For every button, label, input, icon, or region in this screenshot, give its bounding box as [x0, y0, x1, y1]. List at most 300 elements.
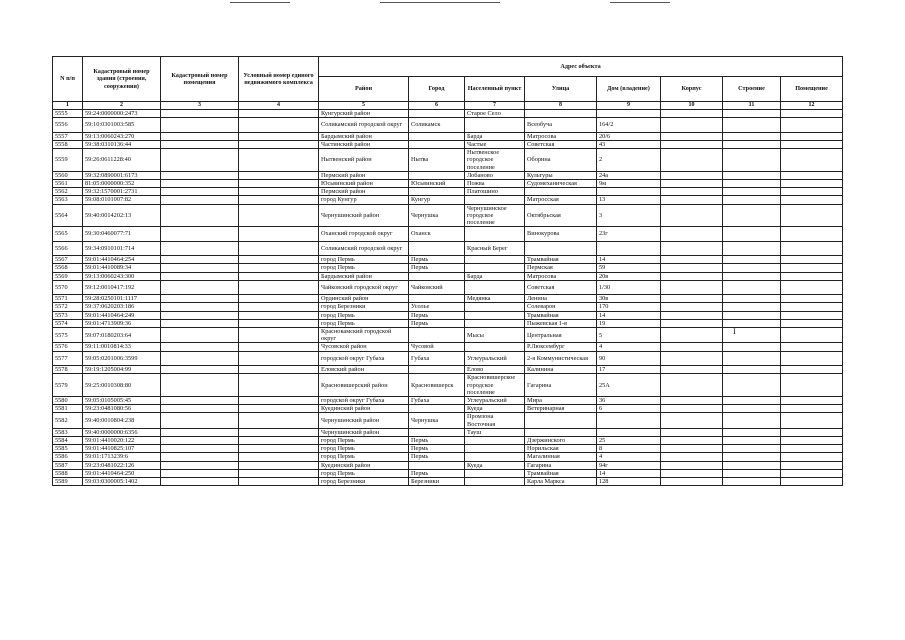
cell-conditional-number — [239, 343, 319, 351]
cell-cadastral-building: 59:32:1570001:2731 — [83, 188, 161, 196]
table-row — [53, 303, 843, 311]
cell-number: 5588 — [53, 469, 83, 477]
cell-cadastral-building: 81:05:0000000:352 — [83, 179, 161, 187]
cell-cadastral-room — [161, 328, 239, 343]
cell-pomeshchenie — [781, 366, 843, 374]
cell-stroenie — [723, 328, 781, 343]
table-row — [53, 428, 843, 436]
cell-locality: Углеуральский — [465, 351, 525, 366]
cell-korpus — [661, 461, 723, 469]
cell-street: Трамвайная — [525, 311, 597, 319]
cell-house: 20в — [597, 272, 661, 280]
cell-cadastral-room — [161, 461, 239, 469]
stray-mark: I — [733, 327, 736, 336]
cell-cadastral-room — [161, 343, 239, 351]
cell-pomeshchenie — [781, 227, 843, 242]
cell-cadastral-building: 59:13:0060243:300 — [83, 272, 161, 280]
cell-conditional-number — [239, 149, 319, 172]
cell-conditional-number — [239, 328, 319, 343]
cell-pomeshchenie — [781, 179, 843, 187]
cell-cadastral-building: 59:38:0310136:44 — [83, 140, 161, 148]
cell-stroenie — [723, 118, 781, 133]
table-row — [53, 118, 843, 133]
cell-pomeshchenie — [781, 453, 843, 461]
cell-city — [409, 366, 465, 374]
cell-stroenie — [723, 396, 781, 404]
cell-house: 36 — [597, 396, 661, 404]
cell-street: Калинина — [525, 366, 597, 374]
cell-city — [409, 295, 465, 303]
cell-cadastral-room — [161, 241, 239, 256]
cell-cadastral-building: 59:01:4713909:36 — [83, 319, 161, 327]
table-body — [53, 110, 843, 486]
cell-cadastral-building: 59:30:0460077:71 — [83, 227, 161, 242]
cell-cadastral-room — [161, 428, 239, 436]
cell-street: Пермская — [525, 264, 597, 272]
cell-locality: Старое Село — [465, 110, 525, 118]
cell-house: 8 — [597, 445, 661, 453]
cell-conditional-number — [239, 295, 319, 303]
cell-korpus — [661, 227, 723, 242]
cell-cadastral-building: 59:08:0101007:82 — [83, 196, 161, 204]
cell-street: Магалинная — [525, 453, 597, 461]
cell-cadastral-room — [161, 140, 239, 148]
cell-korpus — [661, 179, 723, 187]
cell-city: Чусовой — [409, 343, 465, 351]
cell-korpus — [661, 303, 723, 311]
cell-street: Центральная — [525, 328, 597, 343]
cell-cadastral-room — [161, 374, 239, 397]
cell-pomeshchenie — [781, 413, 843, 428]
cell-pomeshchenie — [781, 196, 843, 204]
cell-number: 5574 — [53, 319, 83, 327]
cell-city — [409, 428, 465, 436]
cell-locality: Куеда — [465, 405, 525, 413]
cell-korpus — [661, 328, 723, 343]
cell-locality: Лобаново — [465, 171, 525, 179]
cell-house: 43 — [597, 140, 661, 148]
cell-cadastral-building: 59:01:4410464:249 — [83, 311, 161, 319]
cell-conditional-number — [239, 204, 319, 227]
cell-number: 5572 — [53, 303, 83, 311]
cell-cadastral-room — [161, 469, 239, 477]
cell-locality: Барда — [465, 272, 525, 280]
cell-pomeshchenie — [781, 272, 843, 280]
header-address: Адрес объекта — [319, 57, 843, 77]
cell-city — [409, 171, 465, 179]
header-cad-building: Кадастровый номер здания (строения, сооружения) — [83, 57, 161, 102]
table-row — [53, 280, 843, 295]
cell-number: 5570 — [53, 280, 83, 295]
cell-city: Пермь — [409, 319, 465, 327]
cell-pomeshchenie — [781, 140, 843, 148]
cell-house: 4 — [597, 343, 661, 351]
scan-top-line-1 — [230, 2, 290, 3]
cell-street: Пыжевская 1-я — [525, 319, 597, 327]
cell-cadastral-building: 59:01:4410020:122 — [83, 437, 161, 445]
header-city: Город — [409, 77, 465, 102]
cell-district: Бардымский район — [319, 272, 409, 280]
column-number: 11 — [723, 102, 781, 110]
cell-city: Чайковский — [409, 280, 465, 295]
cell-house — [597, 241, 661, 256]
cell-conditional-number — [239, 110, 319, 118]
cell-korpus — [661, 264, 723, 272]
column-number: 1 — [53, 102, 83, 110]
cell-stroenie — [723, 453, 781, 461]
cell-korpus — [661, 366, 723, 374]
cell-number: 5557 — [53, 132, 83, 140]
cell-stroenie — [723, 227, 781, 242]
cell-korpus — [661, 343, 723, 351]
cell-conditional-number — [239, 132, 319, 140]
header-n: N п/п — [53, 57, 83, 102]
cell-number: 5587 — [53, 461, 83, 469]
cell-district: городской округ Губаха — [319, 351, 409, 366]
cell-pomeshchenie — [781, 478, 843, 486]
cell-korpus — [661, 295, 723, 303]
cell-district: город Пермь — [319, 445, 409, 453]
cell-house: 9м — [597, 179, 661, 187]
cell-stroenie — [723, 413, 781, 428]
table-row — [53, 204, 843, 227]
cell-korpus — [661, 110, 723, 118]
cell-locality — [465, 280, 525, 295]
cell-street: Дзержинского — [525, 437, 597, 445]
cell-conditional-number — [239, 280, 319, 295]
cell-pomeshchenie — [781, 319, 843, 327]
cell-stroenie — [723, 366, 781, 374]
cell-number: 5565 — [53, 227, 83, 242]
cell-district: Куединский район — [319, 405, 409, 413]
header-korpus: Корпус — [661, 77, 723, 102]
table-row — [53, 478, 843, 486]
cell-pomeshchenie — [781, 303, 843, 311]
cell-conditional-number — [239, 374, 319, 397]
cell-conditional-number — [239, 405, 319, 413]
cell-cadastral-building: 59:12:0010417:192 — [83, 280, 161, 295]
header-house: Дом (владение) — [597, 77, 661, 102]
cell-korpus — [661, 140, 723, 148]
cell-stroenie — [723, 149, 781, 172]
cell-house: 19 — [597, 319, 661, 327]
cell-street: Гагарина — [525, 461, 597, 469]
table-row — [53, 295, 843, 303]
cell-locality — [465, 303, 525, 311]
cell-locality: Красновишерское городское поселение — [465, 374, 525, 397]
cell-street: Ветеринарная — [525, 405, 597, 413]
column-number: 2 — [83, 102, 161, 110]
cell-district: Соликамский городской округ — [319, 241, 409, 256]
cell-stroenie — [723, 374, 781, 397]
cell-pomeshchenie — [781, 256, 843, 264]
cell-number: 5578 — [53, 366, 83, 374]
table-row — [53, 140, 843, 148]
cell-conditional-number — [239, 428, 319, 436]
cell-number: 5576 — [53, 343, 83, 351]
cell-cadastral-room — [161, 311, 239, 319]
cell-locality: Пожва — [465, 179, 525, 187]
cell-stroenie — [723, 405, 781, 413]
cell-cadastral-room — [161, 413, 239, 428]
cell-pomeshchenie — [781, 171, 843, 179]
cell-cadastral-room — [161, 264, 239, 272]
table-row — [53, 366, 843, 374]
column-number: 3 — [161, 102, 239, 110]
cell-cadastral-building: 59:23:0481080:56 — [83, 405, 161, 413]
cell-house: 4 — [597, 453, 661, 461]
cell-cadastral-building: 59:03:0300005:1402 — [83, 478, 161, 486]
cell-cadastral-building: 59:01:4410825:107 — [83, 445, 161, 453]
cell-district: Краснокамский городской округ — [319, 328, 409, 343]
cell-number: 5560 — [53, 171, 83, 179]
cell-city — [409, 272, 465, 280]
header-cond-number: Условный номер единого недвижимого комплекса — [239, 57, 319, 102]
cell-number: 5575 — [53, 328, 83, 343]
cell-house: 14 — [597, 469, 661, 477]
cell-pomeshchenie — [781, 118, 843, 133]
cell-street: Гагарина — [525, 374, 597, 397]
cell-cadastral-building: 59:05:0105005:45 — [83, 396, 161, 404]
cell-number: 5585 — [53, 445, 83, 453]
cell-number: 5555 — [53, 110, 83, 118]
cell-number: 5564 — [53, 204, 83, 227]
table-row — [53, 196, 843, 204]
cell-pomeshchenie — [781, 188, 843, 196]
cell-district: город Пермь — [319, 453, 409, 461]
cell-number: 5581 — [53, 405, 83, 413]
cell-house — [597, 413, 661, 428]
cell-number: 5559 — [53, 149, 83, 172]
cell-pomeshchenie — [781, 428, 843, 436]
cell-pomeshchenie — [781, 405, 843, 413]
cell-cadastral-room — [161, 280, 239, 295]
cell-city: Красновишерск — [409, 374, 465, 397]
cell-cadastral-room — [161, 256, 239, 264]
cell-conditional-number — [239, 196, 319, 204]
cell-district: Чусовской район — [319, 343, 409, 351]
cell-cadastral-room — [161, 351, 239, 366]
header-street: Улица — [525, 77, 597, 102]
cell-korpus — [661, 478, 723, 486]
cell-cadastral-room — [161, 437, 239, 445]
cell-district: город Пермь — [319, 311, 409, 319]
cell-stroenie — [723, 140, 781, 148]
cell-city — [409, 328, 465, 343]
cell-street: Трамвайная — [525, 256, 597, 264]
cell-locality: Барда — [465, 132, 525, 140]
cell-locality — [465, 311, 525, 319]
cell-conditional-number — [239, 272, 319, 280]
scan-top-line-3 — [610, 2, 670, 3]
table-header — [53, 57, 843, 110]
header-pomeshchenie: Помещение — [781, 77, 843, 102]
cell-locality: Елово — [465, 366, 525, 374]
cell-pomeshchenie — [781, 374, 843, 397]
cell-city: Березники — [409, 478, 465, 486]
cell-city: Нытва — [409, 149, 465, 172]
cell-stroenie — [723, 241, 781, 256]
cell-stroenie — [723, 280, 781, 295]
header-locality: Населенный пункт — [465, 77, 525, 102]
cell-locality: Куеда — [465, 461, 525, 469]
cell-stroenie — [723, 469, 781, 477]
cell-cadastral-building: 59:26:0611228:40 — [83, 149, 161, 172]
cell-street — [525, 110, 597, 118]
cell-locality — [465, 118, 525, 133]
cell-city — [409, 140, 465, 148]
cell-district: город Березники — [319, 478, 409, 486]
cell-cadastral-room — [161, 272, 239, 280]
cell-street: Судомеханическая — [525, 179, 597, 187]
cell-stroenie — [723, 428, 781, 436]
cell-district: Пермский район — [319, 171, 409, 179]
cell-stroenie — [723, 461, 781, 469]
cell-street — [525, 428, 597, 436]
cell-district: город Березники — [319, 303, 409, 311]
cell-conditional-number — [239, 171, 319, 179]
cell-conditional-number — [239, 188, 319, 196]
cell-cadastral-room — [161, 445, 239, 453]
cell-house: 3 — [597, 204, 661, 227]
cell-number: 5558 — [53, 140, 83, 148]
cell-cadastral-room — [161, 295, 239, 303]
cell-cadastral-room — [161, 188, 239, 196]
cell-number: 5586 — [53, 453, 83, 461]
cell-house: 5 — [597, 328, 661, 343]
cell-number: 5569 — [53, 272, 83, 280]
cell-city: Чернушка — [409, 413, 465, 428]
cell-street — [525, 188, 597, 196]
table-row — [53, 469, 843, 477]
cell-number: 5568 — [53, 264, 83, 272]
cell-street: Карла Маркса — [525, 478, 597, 486]
table-row — [53, 311, 843, 319]
cell-stroenie — [723, 256, 781, 264]
cell-district: Кунгурский район — [319, 110, 409, 118]
table-row — [53, 241, 843, 256]
cell-house: 90 — [597, 351, 661, 366]
cell-cadastral-room — [161, 179, 239, 187]
cell-locality: Красный Берег — [465, 241, 525, 256]
cell-house: 2 — [597, 149, 661, 172]
cell-house: 24а — [597, 171, 661, 179]
cell-house: 14 — [597, 311, 661, 319]
table-row — [53, 374, 843, 397]
cell-cadastral-building: 59:11:0010814:33 — [83, 343, 161, 351]
cell-cadastral-room — [161, 478, 239, 486]
cell-city: Пермь — [409, 256, 465, 264]
cell-stroenie — [723, 272, 781, 280]
cell-korpus — [661, 241, 723, 256]
cell-cadastral-building: 59:40:0010804:238 — [83, 413, 161, 428]
cell-number: 5556 — [53, 118, 83, 133]
cell-house: 30в — [597, 295, 661, 303]
cell-stroenie — [723, 319, 781, 327]
cell-stroenie — [723, 343, 781, 351]
cell-city — [409, 132, 465, 140]
cell-conditional-number — [239, 179, 319, 187]
cell-house — [597, 188, 661, 196]
cell-korpus — [661, 319, 723, 327]
column-number: 7 — [465, 102, 525, 110]
cell-cadastral-room — [161, 453, 239, 461]
cell-korpus — [661, 171, 723, 179]
cell-conditional-number — [239, 256, 319, 264]
cell-number: 5562 — [53, 188, 83, 196]
table-row — [53, 351, 843, 366]
header-district: Район — [319, 77, 409, 102]
cell-korpus — [661, 351, 723, 366]
header-cad-room: Кадастровый номер помещения — [161, 57, 239, 102]
cell-street — [525, 413, 597, 428]
cell-district: Оханский городской округ — [319, 227, 409, 242]
cell-locality: Мысы — [465, 328, 525, 343]
cell-city: Усолье — [409, 303, 465, 311]
cell-street: Культуры — [525, 171, 597, 179]
cell-korpus — [661, 149, 723, 172]
cell-city: Пермь — [409, 264, 465, 272]
cell-district: Чернушинский район — [319, 413, 409, 428]
cell-pomeshchenie — [781, 241, 843, 256]
cell-pomeshchenie — [781, 149, 843, 172]
cell-street: Октябрьская — [525, 204, 597, 227]
cell-street: Матросская — [525, 196, 597, 204]
table-row — [53, 413, 843, 428]
cell-district: Юсьвинский район — [319, 179, 409, 187]
cell-number: 5561 — [53, 179, 83, 187]
cell-district: город Пермь — [319, 469, 409, 477]
cell-locality — [465, 256, 525, 264]
table-row — [53, 171, 843, 179]
cell-locality — [465, 478, 525, 486]
cell-pomeshchenie — [781, 311, 843, 319]
cell-cadastral-building: 59:01:1713239:6 — [83, 453, 161, 461]
cell-cadastral-room — [161, 405, 239, 413]
cell-cadastral-room — [161, 149, 239, 172]
cell-house: 128 — [597, 478, 661, 486]
cell-district: Куединский район — [319, 461, 409, 469]
cell-city: Кунгур — [409, 196, 465, 204]
cell-conditional-number — [239, 469, 319, 477]
cell-street: 2-я Коммунистическая — [525, 351, 597, 366]
cell-district: Нытвенский район — [319, 149, 409, 172]
cell-number: 5571 — [53, 295, 83, 303]
cell-district: город Пермь — [319, 437, 409, 445]
cell-korpus — [661, 445, 723, 453]
cell-house: 20/6 — [597, 132, 661, 140]
cell-pomeshchenie — [781, 132, 843, 140]
cell-locality — [465, 343, 525, 351]
cell-korpus — [661, 188, 723, 196]
cell-conditional-number — [239, 437, 319, 445]
cell-house: 1/30 — [597, 280, 661, 295]
cell-cadastral-building: 59:01:4410089:34 — [83, 264, 161, 272]
header-stroenie: Строение — [723, 77, 781, 102]
cell-city — [409, 461, 465, 469]
cell-cadastral-building: 59:01:4410464:250 — [83, 469, 161, 477]
cell-stroenie — [723, 311, 781, 319]
cell-number: 5580 — [53, 396, 83, 404]
cell-korpus — [661, 118, 723, 133]
cell-district: Еловский район — [319, 366, 409, 374]
cell-district: город Пермь — [319, 264, 409, 272]
cell-korpus — [661, 280, 723, 295]
cell-locality: Углеуральский — [465, 396, 525, 404]
cell-korpus — [661, 437, 723, 445]
cell-cadastral-room — [161, 196, 239, 204]
cell-stroenie — [723, 132, 781, 140]
